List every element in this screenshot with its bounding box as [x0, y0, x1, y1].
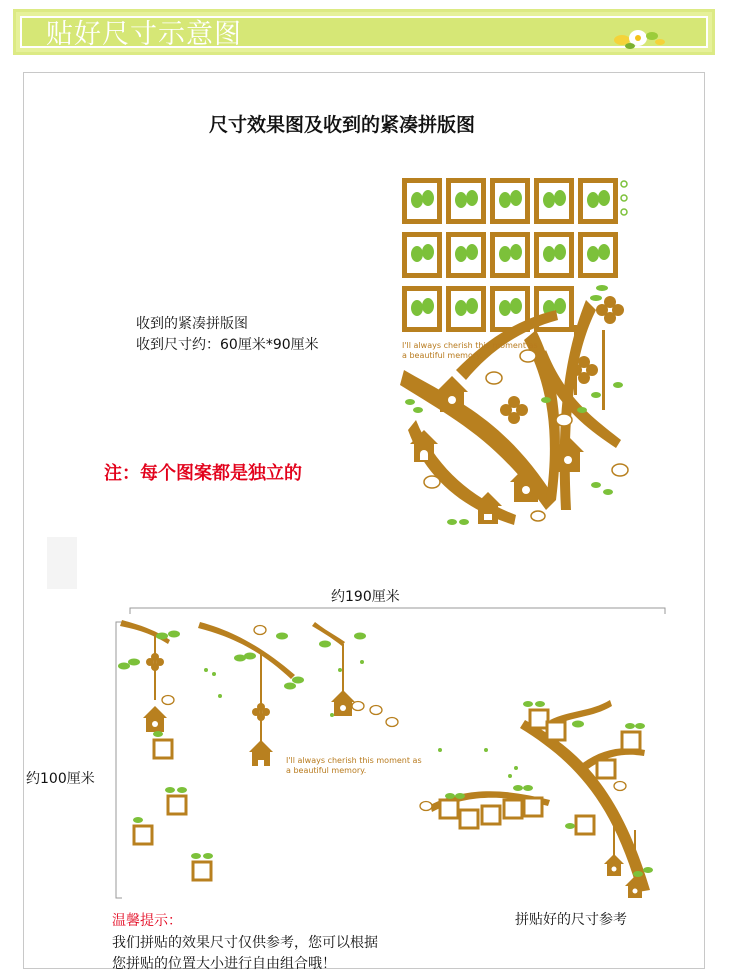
height-label: 约100厘米	[26, 771, 95, 787]
tip-line2: 您拼贴的位置大小进行自由组合哦！	[112, 956, 336, 972]
leaf-icon	[543, 246, 555, 262]
leaf-icon	[554, 244, 566, 260]
leaf-icon	[543, 192, 555, 208]
scene-quote-line2: a beautiful memory.	[286, 766, 367, 775]
layout-sheet-illustration	[396, 170, 636, 530]
leaf-icon	[466, 190, 478, 206]
leaf-icon	[455, 246, 467, 262]
leaf-icon	[587, 192, 599, 208]
leaf-icon	[510, 244, 522, 260]
leaf-icon	[455, 300, 467, 316]
leaf-icon	[587, 246, 599, 262]
tip-title: 温馨提示：	[112, 913, 182, 929]
leaf-icon	[466, 244, 478, 260]
leaf-icon	[499, 192, 511, 208]
leaf-icon	[422, 244, 434, 260]
faint-block	[47, 537, 77, 589]
leaf-icon	[598, 244, 610, 260]
leaf-icon	[466, 298, 478, 314]
leaf-icon	[499, 246, 511, 262]
package-label: 收到的紧凑拼版图	[136, 316, 248, 332]
leaf-icon	[411, 192, 423, 208]
flower-decoration-icon	[608, 24, 668, 52]
package-size: 收到尺寸约：60厘米*90厘米	[136, 337, 319, 353]
leaf-icon	[598, 190, 610, 206]
leaf-icon	[455, 192, 467, 208]
width-dimension-line	[130, 608, 665, 614]
applied-scene-illustration	[110, 600, 670, 900]
leaf-icon	[510, 190, 522, 206]
tip-line1: 我们拼贴的效果尺寸仅供参考，您可以根据	[112, 935, 378, 951]
leaf-icon	[499, 300, 511, 316]
leaf-icon	[510, 298, 522, 314]
header-banner	[13, 9, 715, 55]
layout-quote-line2: a beautiful memory.	[402, 351, 483, 360]
reference-label: 拼贴好的尺寸参考	[515, 912, 627, 928]
leaf-icon	[554, 190, 566, 206]
banner-inner	[20, 16, 708, 48]
note-text: 注：每个图案都是独立的	[104, 463, 302, 484]
section-title: 尺寸效果图及收到的紧凑拼版图	[209, 114, 476, 136]
scene-quote-line1: I'll always cherish this moment as	[286, 756, 422, 765]
leaf-icon	[422, 298, 434, 314]
leaf-icon	[422, 190, 434, 206]
leaf-icon	[411, 246, 423, 262]
width-label: 约190厘米	[331, 589, 400, 605]
banner-title: 贴好尺寸示意图	[46, 19, 242, 50]
layout-quote-line1: I'll always cherish this moment as	[402, 341, 538, 350]
leaf-icon	[411, 300, 423, 316]
